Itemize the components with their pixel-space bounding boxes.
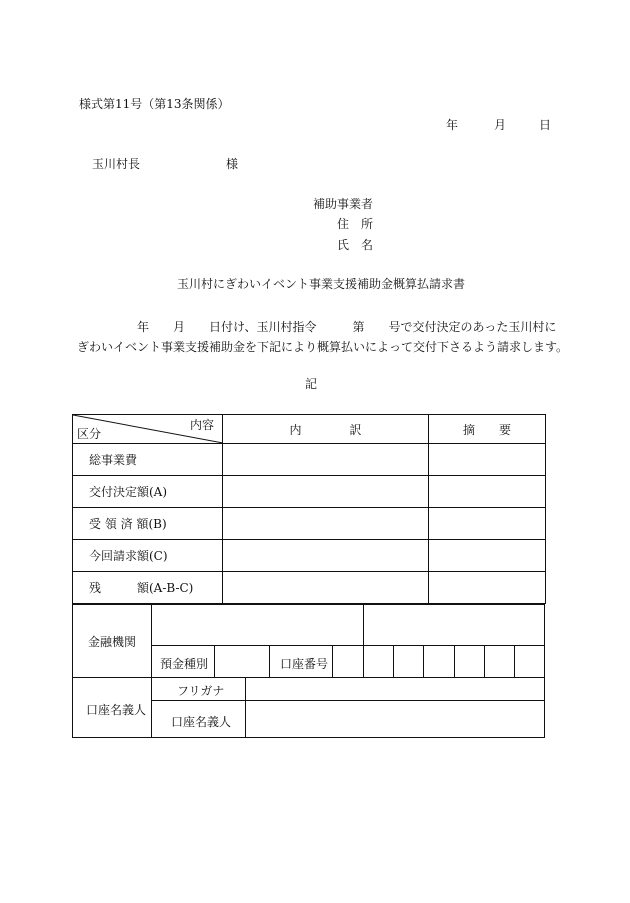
- row-label-current-claim: 今回請求額(C): [73, 540, 223, 572]
- applicant-role: 補助事業者: [313, 197, 374, 211]
- date-day: 日: [539, 118, 552, 132]
- row-label-total-cost: 総事業費: [73, 444, 223, 476]
- table-row: [73, 476, 546, 508]
- addressee-honorific: 様: [226, 157, 239, 171]
- breakdown-cell[interactable]: [223, 572, 429, 604]
- date-year: 年: [446, 118, 459, 132]
- remarks-cell[interactable]: [429, 572, 546, 604]
- table-row: [73, 444, 546, 476]
- bank-institution-label: 金融機関: [88, 635, 137, 649]
- deposit-type-label: 預金種別: [160, 657, 209, 671]
- corner-content-label: 内容: [189, 418, 214, 432]
- row-label-grant-decision: 交付決定額(A): [73, 476, 223, 508]
- account-number-label: 口座番号: [280, 657, 329, 671]
- remarks-cell[interactable]: [429, 540, 546, 572]
- breakdown-cell[interactable]: [223, 540, 429, 572]
- table-row: [73, 508, 546, 540]
- amount-table: [72, 414, 546, 604]
- body-line-2: ぎわいイベント事業支援補助金を下記により概算払いによって交付下さるよう請求します。: [77, 340, 569, 354]
- corner-category-label: 区分: [77, 427, 102, 441]
- furigana-field[interactable]: [247, 679, 542, 699]
- applicant-address-label: 住 所: [337, 217, 374, 231]
- bank-section: [72, 603, 545, 738]
- row-label-balance: 残 額(A-B-C): [73, 572, 223, 604]
- breakdown-cell[interactable]: [223, 476, 429, 508]
- ki-heading: 記: [305, 377, 318, 391]
- table-row: [73, 540, 546, 572]
- holder-name-label: 口座名義人: [171, 715, 232, 729]
- body-line-1: 年 月 日付け、玉川村指令 第 号で交付決定のあった玉川村に: [137, 320, 557, 334]
- remarks-cell[interactable]: [429, 444, 546, 476]
- form-number: 様式第11号（第13条関係）: [79, 97, 230, 111]
- furigana-label: フリガナ: [177, 684, 225, 698]
- bank-branch-field[interactable]: [365, 607, 542, 643]
- remarks-cell[interactable]: [429, 476, 546, 508]
- breakdown-header: 内 訳: [223, 415, 429, 444]
- row-label-received: 受 領 済 額(B): [73, 508, 223, 540]
- date-month: 月: [494, 118, 507, 132]
- account-holder-label: 口座名義人: [86, 703, 147, 717]
- applicant-name-label: 氏 名: [337, 238, 374, 252]
- remarks-cell[interactable]: [429, 508, 546, 540]
- table-corner-cell: [73, 415, 223, 444]
- remarks-header: 摘 要: [429, 415, 546, 444]
- breakdown-cell[interactable]: [223, 444, 429, 476]
- breakdown-cell[interactable]: [223, 508, 429, 540]
- holder-name-field[interactable]: [247, 702, 542, 737]
- addressee-name: 玉川村長: [92, 157, 141, 171]
- bank-institution-field[interactable]: [153, 607, 361, 643]
- deposit-type-field[interactable]: [216, 647, 268, 675]
- document-title: 玉川村にぎわいイベント事業支援補助金概算払請求書: [177, 277, 466, 291]
- table-row: [73, 572, 546, 604]
